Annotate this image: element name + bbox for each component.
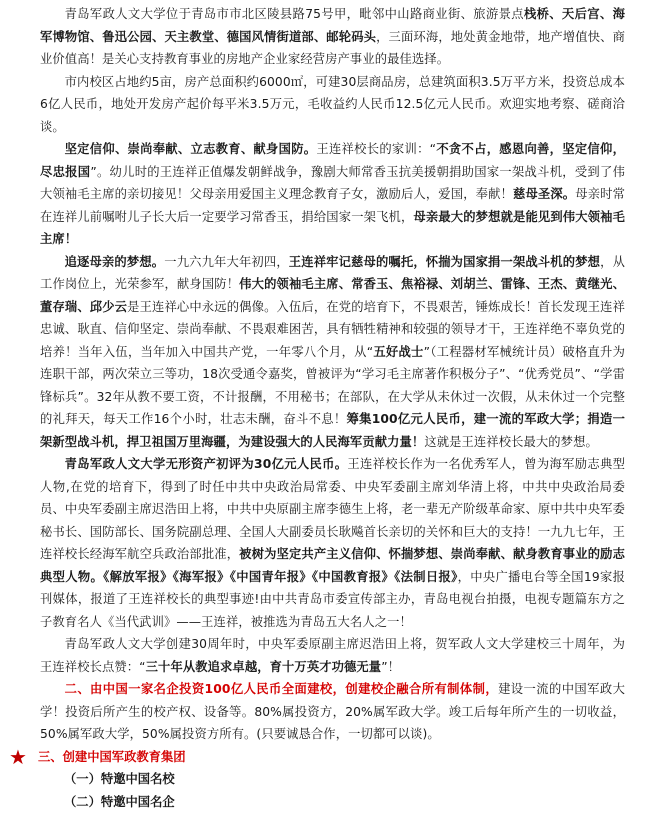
section-two-investment: 二、由中国一家名企投资100亿人民币全面建校，创建校企融合所有制体制，建设一流的中国军政大学！投资后所产生的校产权、设备等。80%属投资方，20%属军政大学。竣工后每年所产生的一切收益，50%属军政大学，50%属投资方所有。(只要诚恳合作，一切都可以谈)。: [40, 682, 625, 741]
subsection-famous-enterprises: （二）特邀中国名企: [64, 795, 175, 809]
paragraph-location: 青岛军政人文大学位于青岛市市北区陵县路75号甲，毗邻中山路商业街、旅游景点栈桥、天后宫、海军博物馆、鲁迅公园、天主教堂、德国风情街道部、邮轮码头，三面环海，地处黄金地带，地产增值快、商业价值高！是关心支持教育事业的房地产企业家经营房产事业的最佳选择。: [40, 7, 625, 66]
section-three-label: 三、创建中国军政教育集团: [38, 749, 186, 764]
paragraph-mother-dream: 追逐母亲的梦想。一九六九年大年初四，王连祥牢记慈母的嘱托，怀揣为国家捐一架战斗机的梦想，从工作岗位上，光荣参军，献身国防！伟大的领袖毛主席、常香玉、焦裕禄、刘胡兰、雷锋、王杰、黄继光、董存瑞、邱少云是王连祥心中永远的偶像。入伍后，在党的培育下，不畏艰苦，锤炼成长！首长发现王连祥忠诚、耿直、信仰坚定、崇尚奉献、不畏艰难困苦，具有牺牲精神和较强的领导才干，王连祥绝不辜负党的培养！当年入伍，当年加入中国共产党，一年零八个月，从“五好战士”（工程器材军械统计员）破格直升为连职干部，两次荣立三等功，18次受通令嘉奖，曾被评为“学习毛主席著作积极分子”、“优秀党员”、“学雷锋标兵”。32年从教不要工资，不计报酬，不用秘书；在部队，在大学从未休过一次假，从未休过一个完整的礼拜天，每天工作16个小时，壮志未酬，奋斗不息！筹集100亿元人民币，建一流的军政大学；捐造一架新型战斗机，捍卫祖国万里海疆，为建设强大的人民海军贡献力量！这就是王连祥校长最大的梦想。: [40, 254, 625, 449]
subsection-famous-schools: （一）特邀中国名校: [64, 772, 175, 786]
paragraph-anniversary: 青岛军政人文大学创建30周年时，中央军委原副主席迟浩田上将，贺军政人文大学建校三十周年，为王连祥校长点赞：“三十年从教追求卓越，育十万英才功德无量”！: [40, 637, 625, 674]
paragraph-campus-property: 市内校区占地约5亩，房产总面积约6000㎡，可建30层商品房，总建筑面积3.5万平方米，投资总成本6亿人民币，地处开发房产起价每平米3.5万元，毛收益约人民币12.5亿元人民币。欢迎实地考察、磋商洽谈。: [40, 74, 625, 134]
section-three-heading: [4, 746, 625, 769]
paragraph-intangible-assets: 青岛军政人文大学无形资产初评为30亿元人民币。王连祥校长作为一名优秀军人，曾为海军励志典型人物,在党的培育下，得到了时任中共中央政治局常委、中央军委副主席刘华清上将，中共中央政治局委员、中央军委副主席迟浩田上将，中共中央原副主席李德生上将，老一辈无产阶级革命家、原中共中央军委秘书长、国防部长、国务院副总理、全国人大副委员长耿飚首长亲切的关怀和巨大的支持！一九九七年，王连祥校长经海军航空兵政治部批准，被树为坚定共产主义信仰、怀揣梦想、崇尚奉献、献身教育事业的励志典型人物。《解放军报》《海军报》《中国青年报》《中国教育报》《法制日报》，中央广播电台等全国19家报刊媒体，报道了王连祥校长的典型事迹!由中共青岛市委宣传部主办，青岛电视台拍摄，电视专题篇东方之子教育名人《当代武训》——王连祥，被推选为青岛五大名人之一！: [40, 457, 625, 629]
paragraph-family-motto: 坚定信仰、崇尚奉献、立志教育、献身国防。王连祥校长的家训：“不贪不占，感恩向善，坚定信仰，尽忠报国”。幼儿时的王连祥正值爆发朝鲜战争，豫剧大师常香玉抗美援朝捐助国家一架战斗机，受到了伟大领袖毛主席的亲切接见！父母亲用爱国主义理念教育子女，激励后人，爱国，奉献！慈母圣深。母亲时常在连祥儿前嘱咐儿子长大后一定要学习常香玉，捐给国家一架飞机，母亲最大的梦想就是能见到伟大领袖毛主席！: [40, 142, 625, 246]
red-star-icon: ★: [9, 744, 27, 769]
